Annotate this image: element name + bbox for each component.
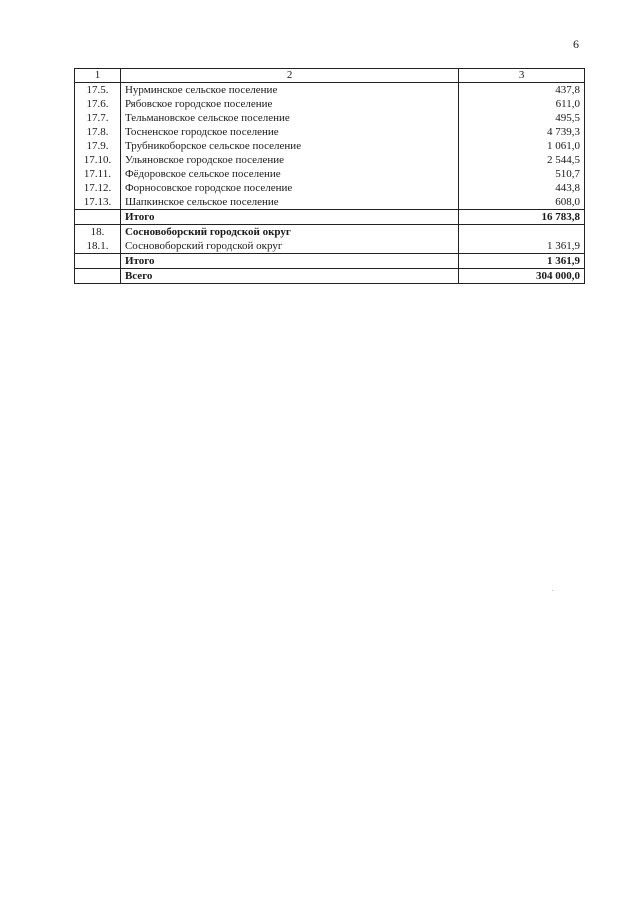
total-label: Итого [120,254,458,269]
total-value: 1 361,9 [459,254,585,269]
allocation-table [74,68,585,284]
row-name: Трубникоборское сельское поселение [120,139,458,153]
total-row [75,254,585,269]
row-value: 608,0 [459,195,585,210]
row-value: 2 544,5 [459,153,585,167]
total-row-number [75,254,121,269]
table-header-row [75,69,585,83]
row-name: Фёдоровское сельское поселение [120,167,458,181]
row-value: 4 739,3 [459,125,585,139]
column-header-1: 1 [75,69,121,83]
section-number: 18. [75,225,121,240]
table-row [75,83,585,98]
grand-total-number [75,269,121,284]
row-name: Рябовское городское поселение [120,97,458,111]
row-number: 18.1. [75,239,121,254]
table-row [75,111,585,125]
table-row [75,139,585,153]
row-value: 1 061,0 [459,139,585,153]
table-row [75,153,585,167]
section-name: Сосновоборский городской округ [120,225,458,240]
row-number: 17.6. [75,97,121,111]
total-row [75,210,585,225]
table-row [75,167,585,181]
grand-total-value: 304 000,0 [459,269,585,284]
table-row [75,181,585,195]
row-value: 443,8 [459,181,585,195]
table-row [75,97,585,111]
table-row [75,195,585,210]
row-number: 17.7. [75,111,121,125]
column-header-2: 2 [120,69,458,83]
grand-total-label: Всего [120,269,458,284]
total-label: Итого [120,210,458,225]
row-number: 17.13. [75,195,121,210]
row-number: 17.9. [75,139,121,153]
row-value: 495,5 [459,111,585,125]
column-header-3: 3 [459,69,585,83]
total-row-number [75,210,121,225]
row-number: 17.10. [75,153,121,167]
table-row [75,239,585,254]
row-value: 437,8 [459,83,585,98]
row-value: 510,7 [459,167,585,181]
grand-total-row [75,269,585,284]
row-number: 17.11. [75,167,121,181]
row-name: Сосновоборский городской округ [120,239,458,254]
row-name: Нурминское сельское поселение [120,83,458,98]
total-value: 16 783,8 [459,210,585,225]
section-row [75,225,585,240]
row-value: 1 361,9 [459,239,585,254]
row-number: 17.5. [75,83,121,98]
section-value [459,225,585,240]
scan-speck [552,590,553,591]
page-number: 6 [573,37,579,51]
row-number: 17.12. [75,181,121,195]
row-name: Ульяновское городское поселение [120,153,458,167]
row-number: 17.8. [75,125,121,139]
table-row [75,125,585,139]
row-name: Шапкинское сельское поселение [120,195,458,210]
row-name: Тельмановское сельское поселение [120,111,458,125]
row-name: Форносовское городское поселение [120,181,458,195]
row-value: 611,0 [459,97,585,111]
row-name: Тосненское городское поселение [120,125,458,139]
